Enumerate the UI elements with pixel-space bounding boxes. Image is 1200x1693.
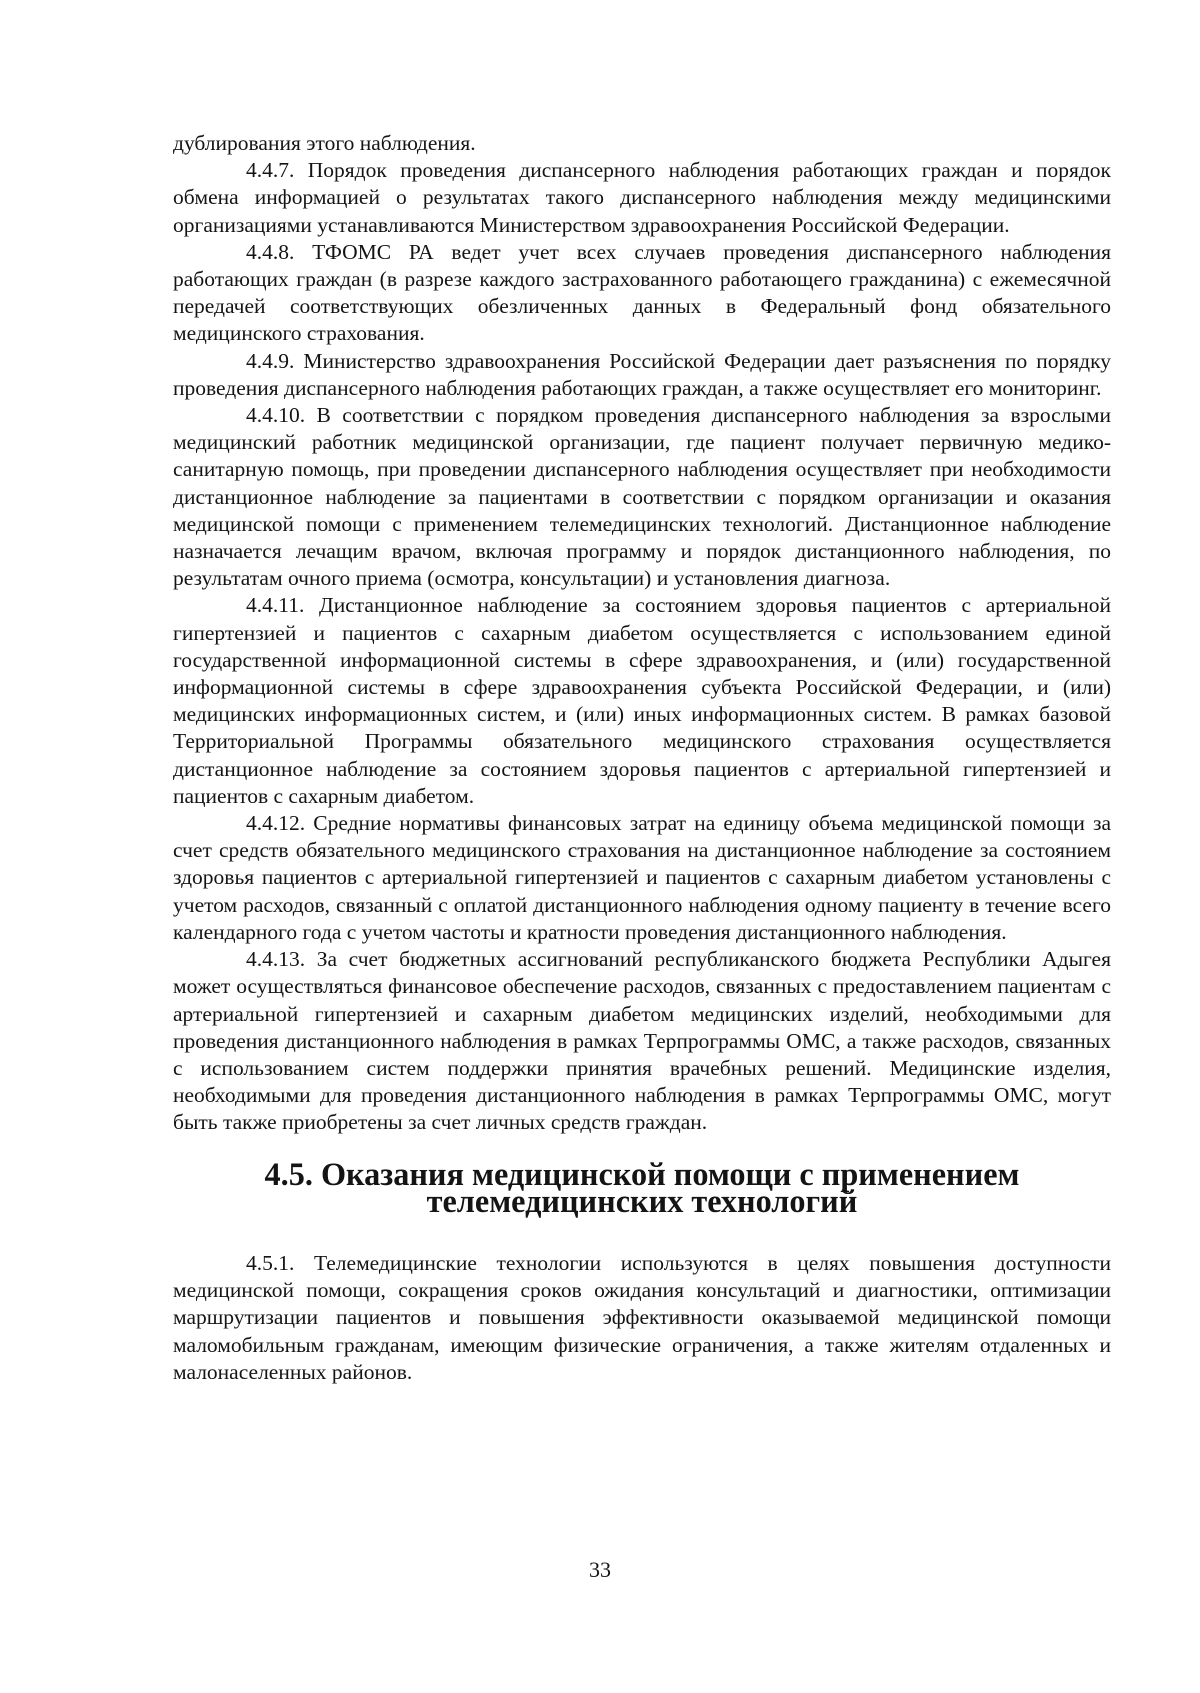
- paragraph-4-5-1: 4.5.1. Телемедицинские технологии используются в целях повышения доступности медицинской помощи, сокращения сроков ожидания консультаций и диагностики, оптимизации маршрутизации пациентов и повышения эффективности оказываемой медицинской помощи маломобильным гражданам, имеющим физические ограничения, а также жителям отдаленных и малонаселенных районов.: [173, 1250, 1111, 1384]
- paragraph-4-4-11: 4.4.11. Дистанционное наблюдение за состоянием здоровья пациентов с артериальной гипертензией и пациентов с сахарным диабетом осуществляется с использованием единой государственной информационной системы в сфере здравоохранения, и (или) государственной информационной системы в сфере здравоохранения субъекта Российской Федерации, и (или) медицинских информационных систем, и (или) иных информационных систем. В рамках базовой Территориальной Программы обязательного медицинского страхования осуществляется дистанционное наблюдение за состоянием здоровья пациентов с артериальной гипертензией и пациентов с сахарным диабетом.: [173, 593, 1111, 808]
- paragraph-4-4-8: 4.4.8. ТФОМС РА ведет учет всех случаев проведения диспансерного наблюдения работающих граждан (в разрезе каждого застрахованного работающего гражданина) с ежемесячной передачей соответствующих обезличенных данных в Федеральный фонд обязательного медицинского страхования.: [173, 239, 1111, 346]
- paragraph-4-4-9: 4.4.9. Министерство здравоохранения Российской Федерации дает разъяснения по порядку проведения диспансерного наблюдения работающих граждан, а также осуществляет его мониторинг.: [173, 348, 1111, 400]
- page-number: 33: [589, 1557, 611, 1582]
- paragraph-4-4-12: 4.4.12. Средние нормативы финансовых затрат на единицу объема медицинской помощи за счет средств обязательного медицинского страхования на дистанционное наблюдение за состоянием здоровья пациентов с артериальной гипертензией и пациентов с сахарным диабетом установлены с учетом расходов, связанный с оплатой дистанционного наблюдения одному пациенту в течение всего календарного года с учетом частоты и кратности проведения дистанционного наблюдения.: [173, 811, 1111, 944]
- document-body: [173, 130, 1111, 1386]
- paragraph-4-4-7: 4.4.7. Порядок проведения диспансерного наблюдения работающих граждан и порядок обмена информацией о результатах такого диспансерного наблюдения между медицинскими организациями устанавливаются Министерством здравоохранения Российской Федерации.: [173, 158, 1111, 237]
- section-heading-4-5: 4.5. Оказания медицинской помощи с применением телемедицинских технологий: [264, 1155, 1020, 1219]
- paragraph-4-4-10: 4.4.10. В соответствии с порядком проведения диспансерного наблюдения за взрослыми медицинский работник медицинской организации, где пациент получает первичную медико-санитарную помощь, при проведении диспансерного наблюдения осуществляет при необходимости дистанционное наблюдение за пациентами в соответствии с порядком организации и оказания медицинской помощи с применением телемедицинских технологий. Дистанционное наблюдение назначается лечащим врачом, включая программу и порядок дистанционного наблюдения, по результатам очного приема (осмотра, консультации) и установления диагноза.: [173, 403, 1111, 591]
- paragraph-4-4-13: 4.4.13. За счет бюджетных ассигнований республиканского бюджета Республики Адыгея может осуществляться финансовое обеспечение расходов, связанных с предоставлением пациентам с артериальной гипертензией и сахарным диабетом медицинских изделий, необходимыми для проведения дистанционного наблюдения в рамках Терпрограммы ОМС, а также расходов, связанных с использованием систем поддержки принятия врачебных решений. Медицинские изделия, необходимыми для проведения дистанционного наблюдения в рамках Терпрограммы ОМС, могут быть также приобретены за счет личных средств граждан.: [173, 947, 1111, 1135]
- paragraph-continuation: дублирования этого наблюдения.: [173, 131, 476, 155]
